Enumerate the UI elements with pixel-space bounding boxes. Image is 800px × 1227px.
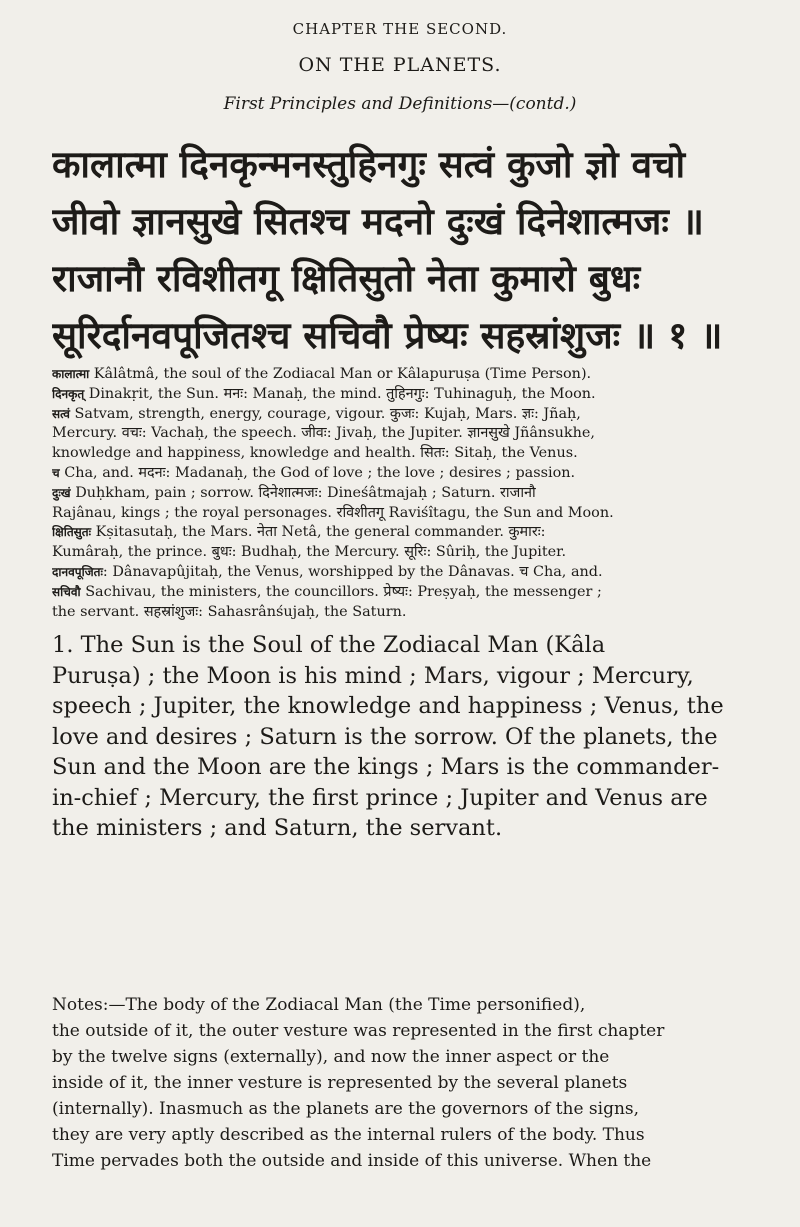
glossary-text: Mercury. वचः: Vachaḥ, the speech. जीवः: Jivaḥ, the Jupiter. ज्ञानसुखे Jñânsukhe, (52, 425, 595, 442)
verse-translation (52, 630, 764, 844)
glossary-line (52, 444, 764, 464)
translation-line: Sun and the Moon are the kings ; Mars is the commander- (52, 754, 720, 780)
glossary-line (52, 583, 764, 603)
glossary-line (52, 543, 764, 563)
glossary-line (52, 603, 764, 623)
glossary-text: Cha, and. मदनः: Madanaḥ, the God of love ; the love ; desires ; passion. (59, 464, 576, 481)
translation-line: 1. The Sun is the Soul of the Zodiacal Man (Kâla (52, 632, 606, 658)
glossary-line (52, 563, 764, 583)
notes-line: inside of it, the inner vesture is represented by the several planets (52, 1073, 628, 1093)
glossary-text: Satvam, strength, energy, courage, vigour. कुजः: Kujaḥ, Mars. ज्ञः: Jñaḥ, (69, 405, 581, 422)
notes-line: Notes:—The body of the Zodiacal Man (the Time personified), (52, 995, 586, 1015)
sanskrit-line: राजानौ रविशीतगू क्षितिसुतो नेता कुमारो बुधः (52, 256, 641, 300)
word-glossary (52, 365, 764, 622)
sanskrit-verse (52, 136, 758, 364)
page-title: ON THE PLANETS. (298, 54, 502, 76)
glossary-line (52, 365, 764, 385)
translation-line: the ministers ; and Saturn, the servant. (52, 815, 503, 841)
glossary-term: क्षितिसुतः (52, 525, 92, 540)
translation-line: Puruṣa) ; the Moon is his mind ; Mars, vigour ; Mercury, (52, 662, 694, 689)
glossary-line (52, 484, 764, 504)
glossary-term: दानवपूजितः (52, 564, 103, 579)
glossary-text: Dinakṛit, the Sun. मनः: Manaḥ, the mind. तुहिनगुः: Tuhinaguḥ, the Moon. (84, 385, 596, 402)
glossary-line (52, 504, 764, 524)
glossary-line (52, 385, 764, 405)
glossary-line (52, 464, 764, 484)
glossary-text: knowledge and happiness, knowledge and health. सितः: Sitaḥ, the Venus. (52, 445, 578, 462)
glossary-term: कालात्मा (52, 367, 90, 381)
glossary-text: Kumâraḥ, the prince. बुधः: Budhaḥ, the Mercury. सूरिः: Sûriḥ, the Jupiter. (52, 544, 567, 561)
glossary-line (52, 405, 764, 425)
glossary-text: Kâlâtmâ, the soul of the Zodiacal Man or Kâlapuruṣa (Time Person). (89, 366, 592, 382)
sanskrit-line: कालात्मा दिनकृन्मनस्तुहिनगुः सत्वं कुजो ज्ञो वचो (52, 142, 686, 186)
glossary-term: दुःखं (52, 485, 71, 500)
translation-line: in-chief ; Mercury, the first prince ; Jupiter and Venus are (52, 784, 708, 811)
glossary-text: Kṣitasutaḥ, the Mars. नेता Netâ, the general commander. कुमारः: (91, 524, 546, 541)
notes-paragraph (52, 992, 764, 1174)
glossary-text: Rajânau, kings ; the royal personages. रविशीतगू Raviśîtagu, the Sun and Moon. (52, 504, 614, 521)
sanskrit-line: सूरिर्दानवपूजितश्च सचिवौ प्रेष्यः सहस्रांशुजः ॥ १ ॥ (52, 313, 723, 357)
glossary-text: Duḥkham, pain ; sorrow. दिनेशात्मजः: Dineśâtmajaḥ ; Saturn. राजानौ (70, 484, 536, 501)
glossary-term: च (52, 465, 60, 480)
notes-line: the outside of it, the outer vesture was represented in the first chapter (52, 1021, 665, 1041)
translation-line: love and desires ; Saturn is the sorrow. Of the planets, the (52, 723, 718, 750)
notes-line: (internally). Inasmuch as the planets are the governors of the signs, (52, 1099, 640, 1119)
sanskrit-line: जीवो ज्ञानसुखे सितश्च मदनो दुःखं दिनेशात्मजः ॥ (52, 199, 704, 243)
glossary-term: सत्वं (52, 406, 70, 421)
glossary-text: : Dânavapûjitaḥ, the Venus, worshipped by the Dânavas. च Cha, and. (102, 563, 603, 580)
glossary-text: Sachivau, the ministers, the councillors. प्रेष्यः: Preṣyaḥ, the messenger ; (80, 583, 602, 600)
notes-line: they are very aptly described as the internal rulers of the body. Thus (52, 1125, 645, 1145)
notes-line: by the twelve signs (externally), and now the inner aspect or the (52, 1047, 610, 1067)
glossary-term: सचिवौ (52, 584, 81, 599)
translation-line: speech ; Jupiter, the knowledge and happiness ; Venus, the (52, 693, 724, 719)
glossary-term: दिनकृत् (52, 386, 85, 401)
glossary-line (52, 424, 764, 444)
chapter-heading: CHAPTER THE SECOND. (292, 20, 508, 38)
section-subtitle: First Principles and Definitions—(contd.) (223, 94, 577, 114)
glossary-text: the servant. सहस्रांशुजः: Sahasrânśujaḥ, the Saturn. (52, 603, 407, 620)
glossary-line (52, 523, 764, 543)
notes-line: Time pervades both the outside and inside of this universe. When the (52, 1151, 652, 1171)
